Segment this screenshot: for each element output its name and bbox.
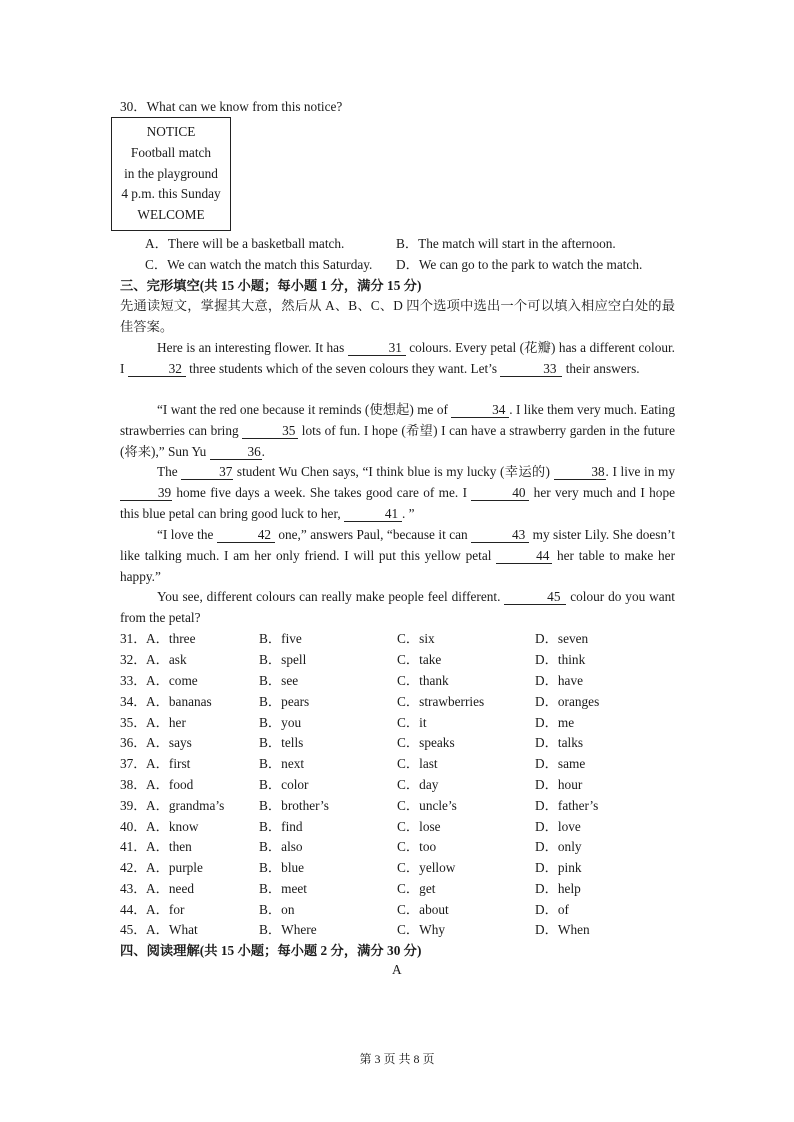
q30-option-b: B．The match will start in the afternoon. bbox=[396, 236, 616, 251]
blank-44: 44 bbox=[496, 548, 552, 564]
passage-paragraph-3: The 37 student Wu Chen says, “I think blue is my lucky (幸运的) 38. I live in my 39 home five days a week. She takes good care of me. I 40 her very much and I hope this blue petal can bring good luck to her, 41 . ” bbox=[120, 464, 675, 521]
q30-option-d: D．We can go to the park to watch the match. bbox=[396, 257, 643, 272]
option-row: 44． A．for B．on C．about D．of bbox=[120, 902, 569, 917]
blank-43: 43 bbox=[471, 527, 529, 543]
blank-42: 42 bbox=[217, 527, 275, 543]
section-3-title: 三、完形填空(共 15 小题；每小题 1 分，满分 15 分) bbox=[120, 278, 422, 293]
option-row: 32． A．ask B．spell C．take D．think bbox=[120, 652, 586, 667]
blank-40: 40 bbox=[471, 485, 529, 501]
blank-35: 35 bbox=[242, 423, 298, 439]
option-row: 36． A．says B．tells C．speaks D．talks bbox=[120, 735, 584, 750]
notice-line: 4 p.m. this Sunday bbox=[121, 186, 221, 202]
notice-line: WELCOME bbox=[137, 207, 205, 223]
option-row: 40． A．know B．find C．lose D．love bbox=[120, 819, 581, 834]
blank-38: 38 bbox=[554, 464, 606, 480]
option-row: 38． A．food B．color C．day D．hour bbox=[120, 777, 583, 792]
option-row: 41． A．then B．also C．too D．only bbox=[120, 839, 582, 854]
question-30: 30．What can we know from this notice? bbox=[120, 99, 343, 114]
blank-36: 36 bbox=[210, 444, 262, 460]
notice-line: Football match bbox=[130, 144, 212, 160]
blank-39: 39 bbox=[120, 485, 172, 501]
notice-line: NOTICE bbox=[146, 124, 196, 139]
option-row: 35． A．her B．you C．it D．me bbox=[120, 715, 575, 730]
option-row: 45． A．What B．Where C．Why D．When bbox=[120, 922, 590, 937]
blank-37: 37 bbox=[181, 464, 233, 480]
blank-33: 33 bbox=[500, 361, 562, 377]
option-row: 34． A．bananas B．pears C．strawberries D．oranges bbox=[120, 694, 600, 709]
section-3-instruction: 先通读短文，掌握其大意，然后从 A、B、C、D 四个选项中选出一个可以填入相应空白处的最佳答案。 bbox=[120, 298, 675, 334]
notice-box bbox=[111, 117, 231, 231]
passage-paragraph-4: “I love the 42 one,” answers Paul, “because it can 43 my sister Lily. She doesn’t like talking much. I am her only friend. I will put this yellow petal 44 her table to make her happy.” bbox=[120, 527, 675, 584]
blank-45: 45 bbox=[504, 589, 566, 605]
option-row: 31． A．three B．five C．six D．seven bbox=[120, 631, 589, 646]
passage-paragraph-1: Here is an interesting flower. It has 31 colours. Every petal (花瓣) has a different colour. I 32 three students which of the seven colours they want. Let’s 33 their answers. bbox=[120, 340, 676, 376]
passage-label: A bbox=[392, 962, 402, 977]
passage-paragraph-5: You see, different colours can really make people feel different. 45 colour do you want from the petal? bbox=[120, 589, 676, 625]
option-row: 37． A．first B．next C．last D．same bbox=[120, 756, 586, 771]
option-row: 42． A．purple B．blue C．yellow D．pink bbox=[120, 860, 582, 875]
page-footer: 第 3 页 共 8 页 bbox=[359, 1052, 435, 1066]
blank-41: 41 bbox=[344, 506, 402, 522]
option-row: 43． A．need B．meet C．get D．help bbox=[120, 881, 581, 896]
section-4-title: 四、阅读理解(共 15 小题；每小题 2 分，满分 30 分) bbox=[120, 943, 422, 958]
blank-32: 32 bbox=[128, 361, 186, 377]
option-row: 39． A．grandma’s B．brother’s C．uncle’s D．father’s bbox=[120, 798, 599, 813]
notice-line: in the playground bbox=[124, 165, 218, 181]
blank-31: 31 bbox=[348, 340, 406, 356]
option-row: 33． A．come B．see C．thank D．have bbox=[120, 673, 583, 688]
q30-option-c: C．We can watch the match this Saturday. bbox=[145, 257, 373, 272]
passage-paragraph-2: “I want the red one because it reminds (使想起) me of 34 . I like them very much. Eating strawberries can bring 35 lots of fun. I hope (希望) I can have a strawberry garden in the future (将来),” Sun Yu 36. bbox=[120, 402, 675, 459]
q30-option-a: A．There will be a basketball match. bbox=[145, 236, 345, 251]
blank-34: 34 bbox=[451, 402, 509, 418]
